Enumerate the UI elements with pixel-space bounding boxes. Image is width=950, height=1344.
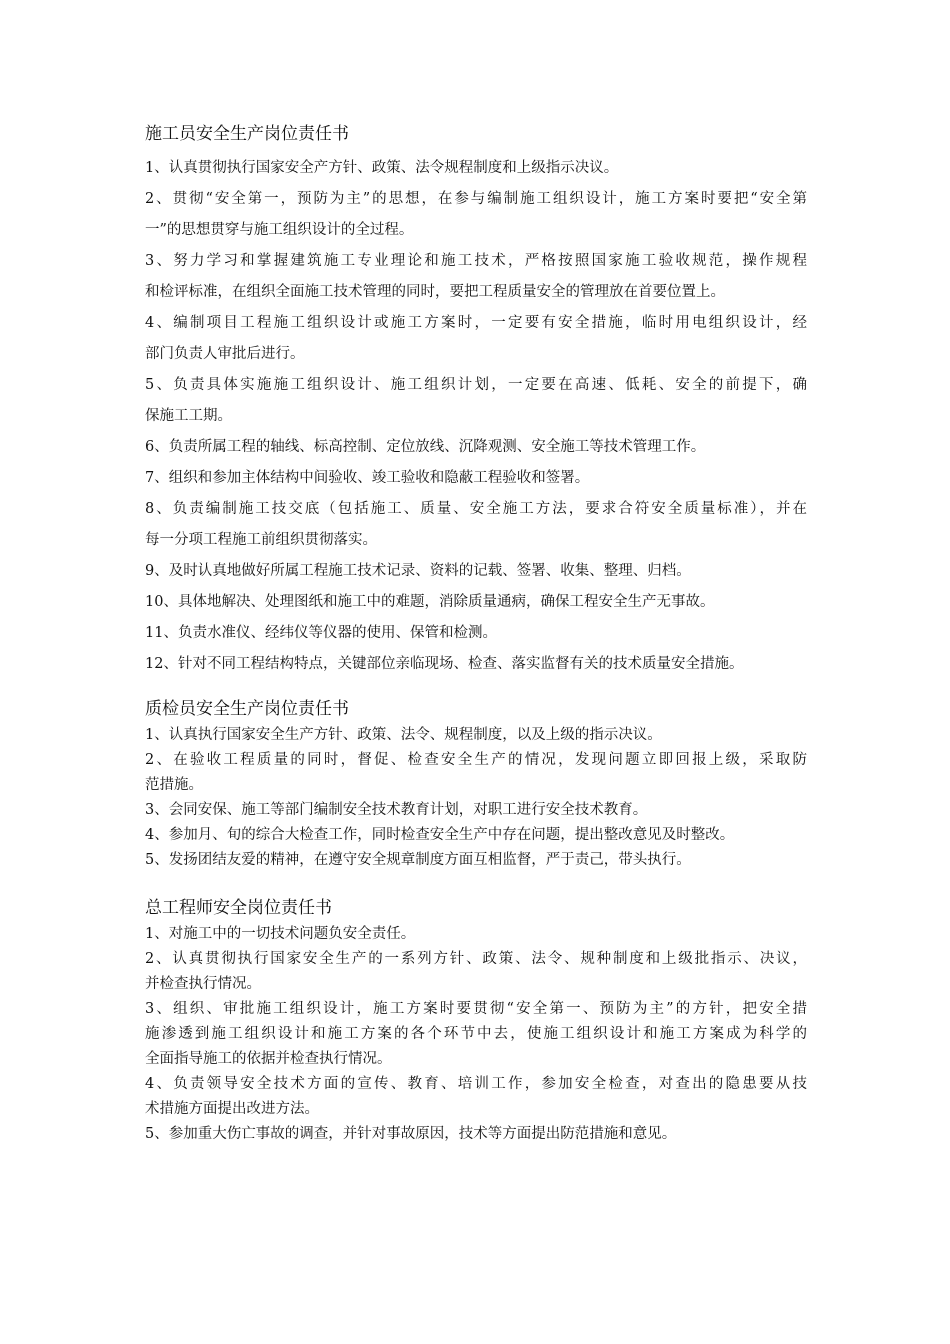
paragraph-line: 11、负责水准仪、经纬仪等仪器的使用、保管和检测。 — [145, 625, 497, 641]
paragraph-line: 2、认真贯彻执行国家安全生产的一系列方针、政策、法令、规种制度和上级批指示、决议， — [145, 951, 807, 967]
paragraph-line: 保施工工期。 — [145, 408, 232, 424]
paragraph-line: 5、参加重大伤亡事故的调查，并针对事故原因，技术等方面提出防范措施和意见。 — [145, 1126, 677, 1142]
section-title: 质检员安全生产岗位责任书 — [145, 699, 349, 719]
paragraph-line: 1、对施工中的一切技术问题负安全责任。 — [145, 926, 416, 942]
paragraph-line: 3、会同安保、施工等部门编制安全技术教育计划，对职工进行安全技术教育。 — [145, 802, 648, 818]
paragraph-line: 施渗透到施工组织设计和施工方案的各个环节中去，使施工组织设计和施工方案成为科学的 — [145, 1026, 807, 1042]
paragraph-line: 术措施方面提出改进方法。 — [145, 1101, 319, 1117]
paragraph-line: 一”的思想贯穿与施工组织设计的全过程。 — [145, 222, 414, 238]
paragraph-line: 8、负责编制施工技交底（包括施工、质量、安全施工方法，要求合符安全质量标准），并在 — [145, 501, 807, 517]
paragraph-line: 2、贯彻“安全第一，预防为主”的思想，在参与编制施工组织设计，施工方案时要把“安全第 — [145, 191, 807, 207]
paragraph-line: 范措施。 — [145, 777, 203, 793]
paragraph-line: 和检评标准，在组织全面施工技术管理的同时，要把工程质量安全的管理放在首要位置上。 — [145, 284, 725, 300]
paragraph-line: 5、发扬团结友爱的精神，在遵守安全规章制度方面互相监督，严于责己，带头执行。 — [145, 852, 691, 868]
paragraph-line: 3、组织、审批施工组织设计，施工方案时要贯彻“安全第一、预防为主”的方针，把安全措 — [145, 1001, 807, 1017]
paragraph-line: 4、负责领导安全技术方面的宣传、教育、培训工作，参加安全检查，对查出的隐患要从技 — [145, 1076, 807, 1092]
section-title: 总工程师安全岗位责任书 — [145, 898, 332, 918]
paragraph-line: 2、在验收工程质量的同时，督促、检查安全生产的情况，发现问题立即回报上级，采取防 — [145, 752, 807, 768]
paragraph-line: 6、负责所属工程的轴线、标高控制、定位放线、沉降观测、安全施工等技术管理工作。 — [145, 439, 706, 455]
paragraph-line: 1、认真贯彻执行国家安全产方针、政策、法令规程制度和上级指示决议。 — [145, 160, 619, 176]
paragraph-line: 4、参加月、旬的综合大检查工作，同时检查安全生产中存在问题，提出整改意见及时整改。 — [145, 827, 735, 843]
paragraph-line: 并检查执行情况。 — [145, 976, 261, 992]
paragraph-line: 5、负责具体实施施工组织设计、施工组织计划，一定要在高速、低耗、安全的前提下，确 — [145, 377, 807, 393]
paragraph-line: 部门负责人审批后进行。 — [145, 346, 305, 362]
section-title: 施工员安全生产岗位责任书 — [145, 124, 349, 144]
paragraph-line: 3、努力学习和掌握建筑施工专业理论和施工技术，严格按照国家施工验收规范，操作规程 — [145, 253, 807, 269]
paragraph-line: 10、具体地解决、处理图纸和施工中的难题，消除质量通病，确保工程安全生产无事故。 — [145, 594, 715, 610]
paragraph-line: 9、及时认真地做好所属工程施工技术记录、资料的记载、签署、收集、整理、归档。 — [145, 563, 691, 579]
paragraph-line: 4、编制项目工程施工组织设计或施工方案时，一定要有安全措施，临时用电组织设计，经 — [145, 315, 807, 331]
paragraph-line: 7、组织和参加主体结构中间验收、竣工验收和隐蔽工程验收和签署。 — [145, 470, 590, 486]
paragraph-line: 全面指导施工的依据并检查执行情况。 — [145, 1051, 392, 1067]
paragraph-line: 12、针对不同工程结构特点，关键部位亲临现场、检查、落实监督有关的技术质量安全措施。 — [145, 656, 744, 672]
paragraph-line: 每一分项工程施工前组织贯彻落实。 — [145, 532, 377, 548]
paragraph-line: 1、认真执行国家安全生产方针、政策、法令、规程制度，以及上级的指示决议。 — [145, 727, 662, 743]
